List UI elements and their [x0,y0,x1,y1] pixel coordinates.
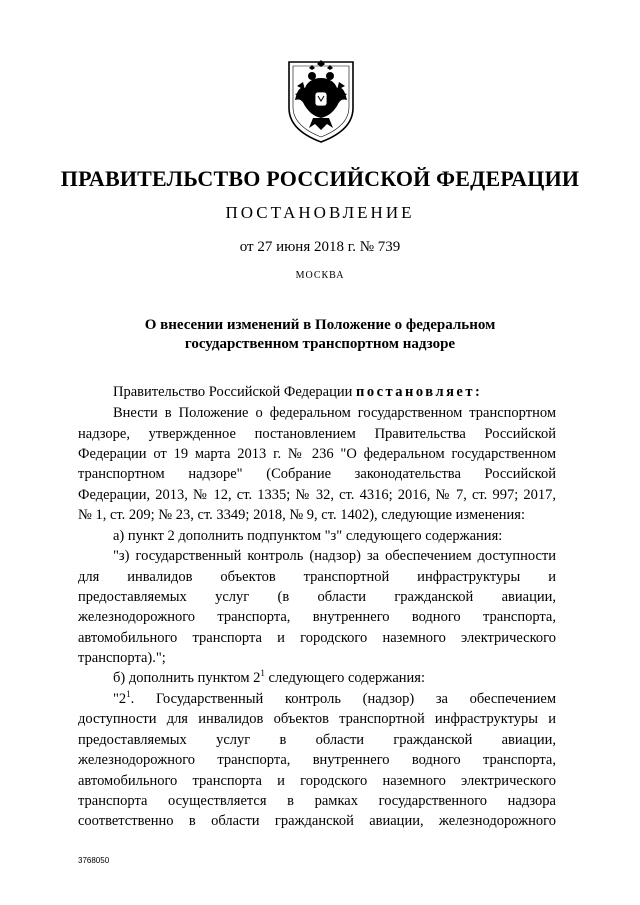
body-line: надзоре, утвержденное постановлением Правительства Российской [78,426,556,442]
intro-text: Правительство Российской Федерации [113,384,356,400]
document-type: ПОСТАНОВЛЕНИЕ [225,203,415,222]
body-line: доступности для инвалидов объектов транспортной инфраструктуры и [78,711,556,727]
line-part: следующего содержания: [264,670,425,686]
government-title: ПРАВИТЕЛЬСТВО РОССИЙСКОЙ ФЕДЕРАЦИИ [60,166,580,191]
body-line: транспорта)."; [78,650,166,666]
body-line: а) пункт 2 дополнить подпунктом "з" следующего содержания: [113,528,503,544]
body-line [113,691,556,708]
superscript: 1 [126,689,131,700]
decides-word: постановляет: [355,384,483,400]
body-line: автомобильного транспорта и городского наземного электрического [78,773,556,789]
body-line: "з) государственный контроль (надзор) за обеспечением доступности [113,548,556,564]
decree-city: МОСКВА [295,270,345,281]
decree-subject [110,316,530,354]
body-line: транспортном надзоре" (Собрание законодательства Российской [78,466,556,482]
coat-of-arms-icon [283,56,359,144]
body-line: для инвалидов объектов транспортной инфраструктуры и [78,569,556,585]
body-line: соответственно в области гражданской авиации, железнодорожного [78,813,556,829]
subject-line: О внесении изменений в Положение о федеральном [144,317,496,333]
body-line: автомобильного транспорта и городского наземного электрического [78,630,556,646]
body-line: Федерации, 2013, № 12, ст. 1335; № 32, ст. 4316; 2016, № 7, ст. 997; 2017, [78,487,556,503]
line-part: . Государственный контроль (надзор) за обеспечением [130,691,556,707]
decree-date-number: от 27 июня 2018 г. № 739 [239,239,401,255]
line-part: б) дополнить пунктом 2 [113,670,261,686]
body-line: транспорта осуществляется в рамках государственного надзора [78,793,556,809]
body-line [113,670,556,687]
line-part: "2 [113,691,127,707]
body-line: Федерации от 19 марта 2013 г. № 236 "О федеральном государственном [78,446,556,462]
body-line: железнодорожного транспорта, внутреннего водного транспорта, [78,609,556,625]
body-line: железнодорожного транспорта, внутреннего водного транспорта, [78,752,556,768]
body-line: Внести в Положение о федеральном государственном транспортном [113,405,556,421]
body-line: предоставляемых услуг (в области гражданской авиации, [78,589,556,605]
document-code: 3768050 [78,856,110,865]
intro-line [113,384,556,401]
subject-line: государственном транспортном надзоре [184,336,456,352]
body-line: № 1, ст. 209; № 23, ст. 3349; 2018, № 9, ст. 1402), следующие изменения: [78,507,525,523]
superscript: 1 [260,668,265,679]
body-line: предоставляемых услуг в области гражданской авиации, [78,732,556,748]
